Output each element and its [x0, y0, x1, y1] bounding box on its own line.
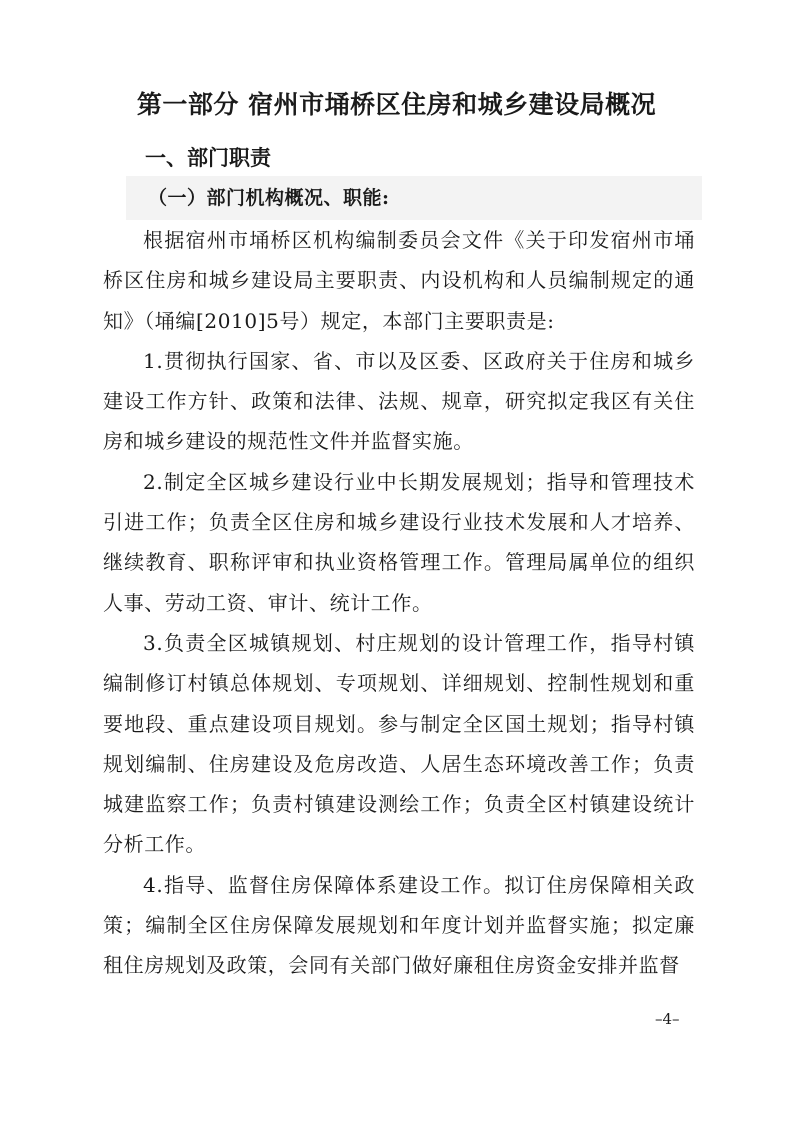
paragraph-item-4: 4.指导、监督住房保障体系建设工作。拟订住房保障相关政策；编制全区住房保障发展规划和年度计划并监督实施；拟定廉租住房规划及政策，会同有关部门做好廉租住房资金安排并监督: [103, 872, 695, 978]
body-text: [103, 220, 695, 986]
paragraph-item-2: 2.制定全区城乡建设行业中长期发展规划；指导和管理技术引进工作；负责全区住房和城乡建设行业技术发展和人才培养、继续教育、职称评审和执业资格管理工作。管理局属单位的组织人事、劳动工资、审计、统计工作。: [103, 469, 695, 615]
subheading: （一）部门机构概况、职能:: [148, 187, 390, 209]
paragraph-item-3: 3.负责全区城镇规划、村庄规划的设计管理工作，指导村镇编制修订村镇总体规划、专项规划、详细规划、控制性规划和重要地段、重点建设项目规划。参与制定全区国土规划；指导村镇规划编制、住房建设及危房改造、人居生态环境改善工作；负责城建监察工作；负责村镇建设测绘工作；负责全区村镇建设统计分析工作。: [103, 630, 695, 857]
section-heading: 一、部门职责: [145, 146, 271, 170]
page-title: 第一部分 宿州市埇桥区住房和城乡建设局概况: [136, 90, 657, 119]
paragraph-item-1: 1.贯彻执行国家、省、市以及区委、区政府关于住房和城乡建设工作方针、政策和法律、法规、规章，研究拟定我区有关住房和城乡建设的规范性文件并监督实施。: [103, 348, 695, 454]
page-number: –4–: [655, 1010, 680, 1028]
paragraph-intro: 根据宿州市埇桥区机构编制委员会文件《关于印发宿州市埇桥区住房和城乡建设局主要职责、内设机构和人员编制规定的通知》（埇编[2010]5号）规定，本部门主要职责是:: [103, 228, 695, 333]
